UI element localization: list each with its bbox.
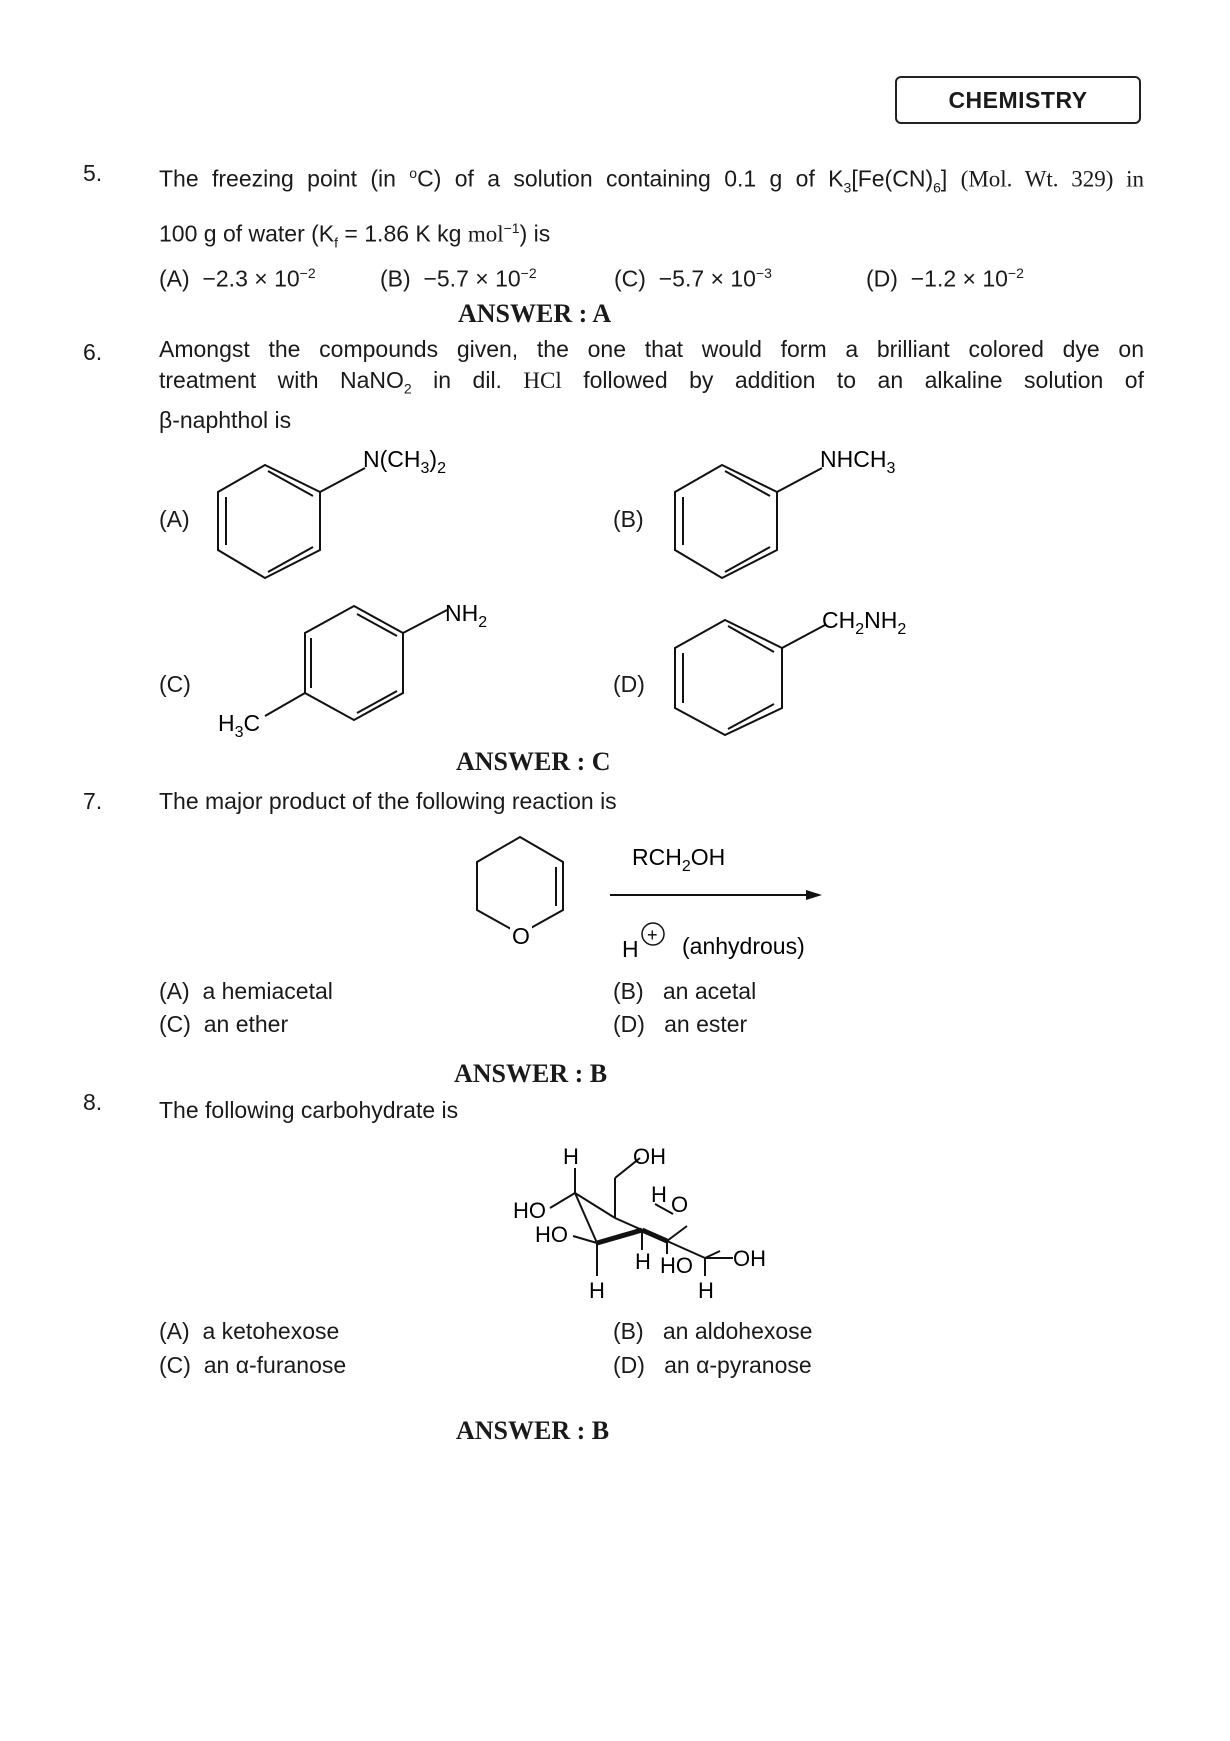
q6-structure-a bbox=[215, 440, 475, 590]
question-6-number: 6. bbox=[83, 339, 103, 365]
substituent-nh2: $NH_2$ bbox=[445, 600, 488, 631]
question-8-number: 8. bbox=[83, 1089, 103, 1115]
question-6-text: Amongst the compounds given, the one that would form a brilliant colored dye on treatment with NaNO$_2$ in dil. HCl followed by addition to an alkaline solution of β-naphthol is bbox=[159, 336, 1144, 433]
question-7-number: 7. bbox=[83, 788, 103, 814]
q8-option-d: (D) an α-pyranose bbox=[613, 1352, 812, 1378]
q7-option-a: (A) a hemiacetal bbox=[159, 978, 333, 1004]
q7-reaction-scheme bbox=[470, 830, 830, 965]
substituent-n-ch3-2: $N(CH_3)_2$ bbox=[363, 446, 446, 477]
q7-answer: ANSWER : B bbox=[454, 1059, 608, 1088]
benzene-ring-b bbox=[675, 465, 822, 578]
catalyst-h: H bbox=[622, 936, 639, 962]
question-5-text: The freezing point (in $^o$C) of a solution containing 0.1 g of $K_3[Fe(CN)_6]$ (Mol. Wt. 329) in 100 g of water ($K_f = 1.86$ K kg mol$^{-1}$) is bbox=[159, 165, 1145, 251]
label-h-ring: H bbox=[651, 1182, 667, 1207]
q6-answer: ANSWER : C bbox=[456, 747, 611, 776]
q6-structure-d bbox=[670, 600, 940, 750]
q7-option-b: (B) an acetal bbox=[613, 978, 757, 1004]
q8-option-b: (B) an aldohexose bbox=[613, 1318, 813, 1344]
q8-answer: ANSWER : B bbox=[456, 1416, 610, 1445]
subject-title: CHEMISTRY bbox=[948, 86, 1088, 113]
q6-structure-b bbox=[670, 440, 930, 590]
q5-option-b: $(B) -5.7 \times 10^{-2}$ bbox=[380, 265, 537, 292]
q8-carbohydrate-structure bbox=[505, 1138, 805, 1313]
catalyst-plus: + bbox=[647, 925, 658, 945]
catalyst-condition: (anhydrous) bbox=[682, 933, 805, 959]
label-oh-right: OH bbox=[733, 1246, 766, 1271]
substituent-methyl: $H_3C$ bbox=[218, 710, 261, 741]
label-h-bottom-1: H bbox=[589, 1278, 605, 1303]
substituent-ch2nh2: $CH_2NH_2$ bbox=[822, 607, 907, 638]
question-8-text: The following carbohydrate is bbox=[159, 1097, 459, 1123]
q8-option-a: (A) a ketohexose bbox=[159, 1318, 340, 1344]
label-o-ring: O bbox=[671, 1192, 689, 1217]
label-h-top: H bbox=[563, 1144, 579, 1169]
subject-header bbox=[895, 76, 1141, 124]
q8-option-c: (C) an α-furanose bbox=[159, 1352, 347, 1378]
ring-oxygen: O bbox=[512, 923, 530, 949]
dihydropyran-ring bbox=[477, 837, 563, 934]
label-h-bottom-2: H bbox=[698, 1278, 714, 1303]
q6-structure-c bbox=[215, 598, 505, 748]
question-7-text: The major product of the following reaction is bbox=[159, 788, 617, 814]
reagent-label: $RCH_2OH$ bbox=[632, 844, 726, 875]
q5-option-a: $(A) -2.3 \times 10^{-2}$ bbox=[159, 265, 316, 292]
q6-option-b-label: (B) bbox=[613, 506, 644, 532]
q5-option-c: $(C) -5.7 \times 10^{-3}$ bbox=[614, 265, 772, 292]
reaction-arrowhead bbox=[806, 890, 822, 900]
q5-answer: ANSWER : A bbox=[458, 299, 612, 328]
label-ho-3: HO bbox=[660, 1253, 693, 1278]
label-oh-top: OH bbox=[633, 1144, 666, 1169]
label-ho-1: HO bbox=[513, 1198, 546, 1223]
substituent-nhch3: $NHCH_3$ bbox=[820, 446, 896, 477]
q6-option-c-label: (C) bbox=[159, 671, 191, 697]
q7-option-c: (C) an ether bbox=[159, 1011, 289, 1037]
q7-option-d: (D) an ester bbox=[613, 1011, 748, 1037]
q6-option-d-label: (D) bbox=[613, 671, 645, 697]
q5-option-d: $(D) -1.2 \times 10^{-2}$ bbox=[866, 265, 1024, 292]
benzene-ring-d bbox=[675, 620, 825, 735]
label-h-mid: H bbox=[635, 1249, 651, 1274]
q6-option-a-label: (A) bbox=[159, 506, 190, 532]
question-5-number: 5. bbox=[83, 160, 103, 186]
benzene-ring-c bbox=[265, 606, 447, 720]
label-ho-2: HO bbox=[535, 1222, 568, 1247]
benzene-ring-a bbox=[218, 465, 365, 578]
